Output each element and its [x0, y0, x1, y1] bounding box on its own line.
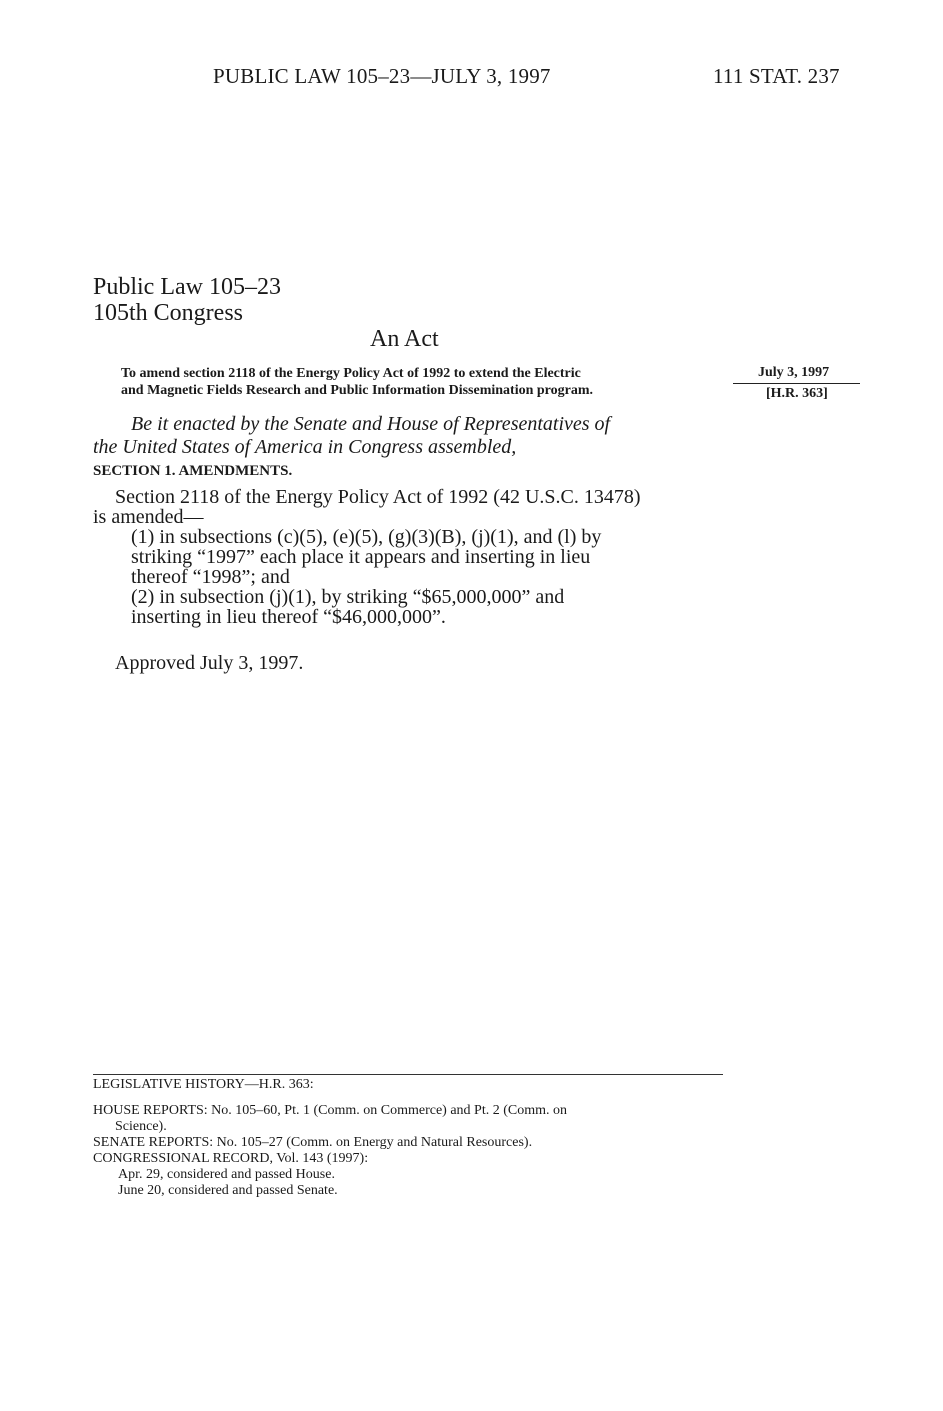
senate-reports: SENATE REPORTS: No. 105–27 (Comm. on Energy and Natural Resources).: [93, 1135, 533, 1150]
house-reports: HOUSE REPORTS: No. 105–60, Pt. 1 (Comm. on Commerce) and Pt. 2 (Comm. on: [93, 1103, 567, 1118]
house-reports-continued: Science).: [115, 1119, 167, 1134]
approval-date: Approved July 3, 1997.: [115, 652, 304, 674]
section-intro-line: Section 2118 of the Energy Policy Act of 1992 (42 U.S.C. 13478): [115, 486, 641, 508]
legislative-history-heading: LEGISLATIVE HISTORY—H.R. 363:: [93, 1077, 314, 1092]
amendment-item-1-line: striking “1997” each place it appears and inserting in lieu: [131, 546, 591, 568]
congress-label: 105th Congress: [93, 300, 243, 326]
purpose-line: To amend section 2118 of the Energy Policy Act of 1992 to extend the Electric: [121, 366, 581, 381]
enacting-line: Be it enacted by the Senate and House of Representatives of: [131, 413, 611, 435]
senate-action: June 20, considered and passed Senate.: [118, 1183, 338, 1198]
footnote-divider: [93, 1074, 723, 1075]
enacting-clause: [93, 413, 723, 459]
margin-divider: [733, 383, 860, 384]
house-action: Apr. 29, considered and passed House.: [118, 1167, 335, 1182]
amendment-item-2-line: inserting in lieu thereof “$46,000,000”.: [131, 606, 446, 628]
purpose-line: and Magnetic Fields Research and Public Information Dissemination program.: [121, 383, 593, 398]
section-heading: SECTION 1. AMENDMENTS.: [93, 463, 293, 479]
amendment-item-2-line: (2) in subsection (j)(1), by striking “$65,000,000” and: [131, 586, 565, 608]
legislative-history: [93, 1077, 567, 1199]
enacting-line: the United States of America in Congress assembled,: [93, 436, 517, 458]
stat-page-reference: 111 STAT. 237: [713, 64, 840, 88]
congressional-record: CONGRESSIONAL RECORD, Vol. 143 (1997):: [93, 1151, 369, 1166]
purpose-statement: [121, 365, 701, 399]
amendment-item-1-line: (1) in subsections (c)(5), (e)(5), (g)(3)(B), (j)(1), and (l) by: [131, 526, 602, 548]
act-heading: An Act: [370, 326, 439, 352]
amendment-item-1-line: thereof “1998”; and: [131, 566, 290, 588]
section-intro-line: is amended—: [93, 506, 204, 528]
margin-bill-number: [H.R. 363]: [766, 386, 828, 401]
section-body: [93, 487, 723, 627]
public-law-title: Public Law 105–23: [93, 274, 281, 300]
running-head-left: PUBLIC LAW 105–23—JULY 3, 1997: [213, 64, 551, 88]
margin-date: July 3, 1997: [758, 365, 830, 380]
